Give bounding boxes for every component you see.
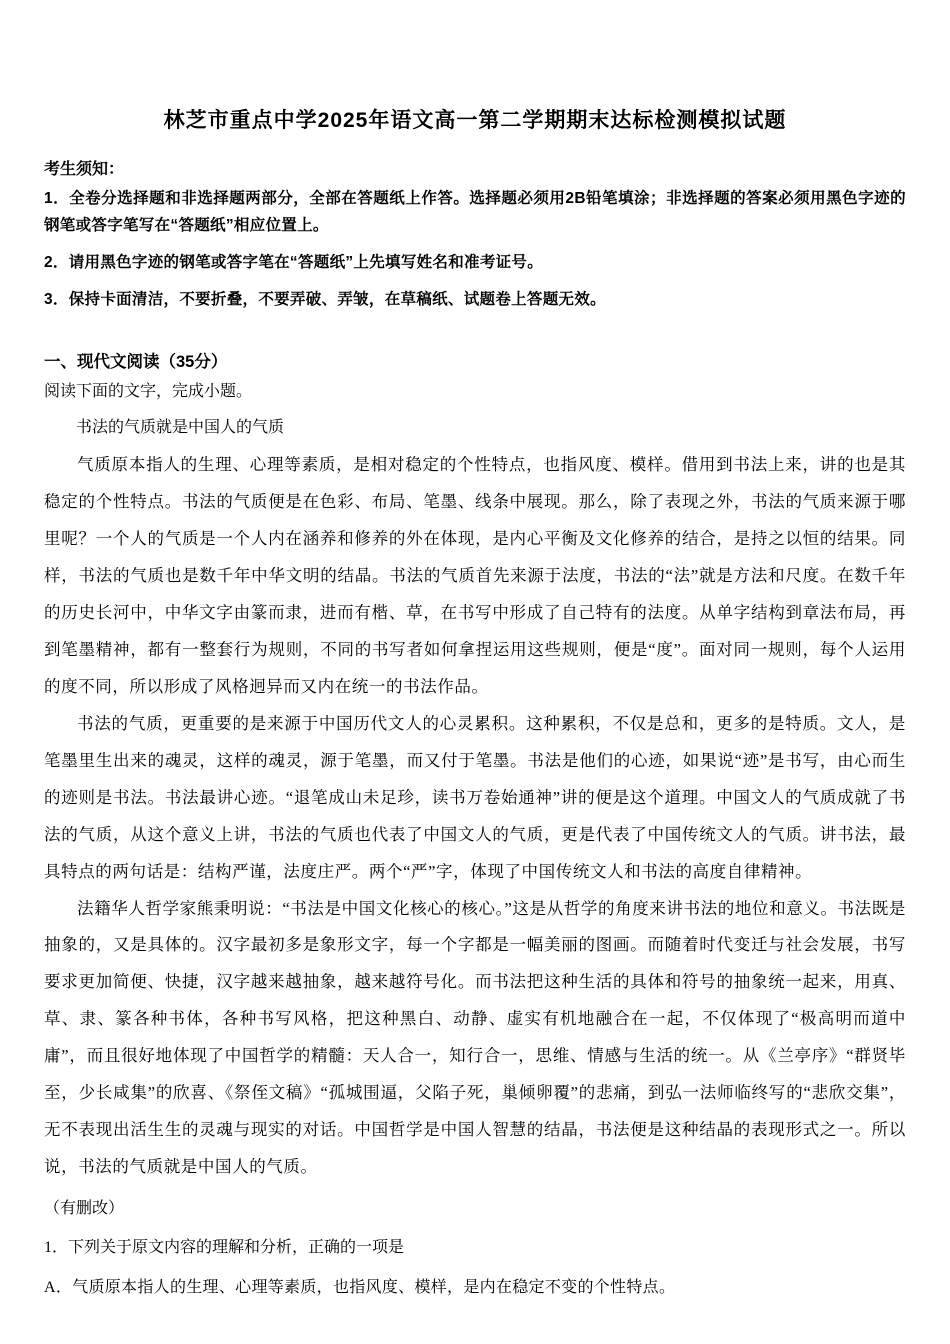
essay-title: 书法的气质就是中国人的气质 [76, 419, 285, 437]
candidate-notice-section [44, 156, 906, 314]
notice-item-3: 3．保持卡面清洁，不要折叠，不要弄破、弄皱，在草稿纸、试题卷上答题无效。 [44, 291, 606, 309]
question-1-option-a: A．气质原本指人的生理、心理等素质，也指风度、模样，是内在稳定不变的个性特点。 [44, 1278, 676, 1296]
exam-title: 林芝市重点中学2025年语文高一第二学期期末达标检测模拟试题 [163, 109, 787, 132]
edit-note: （有删改） [44, 1200, 125, 1218]
modern-reading-section [44, 348, 906, 1304]
essay-paragraph-3: 法籍华人哲学家熊秉明说：“书法是中国文化核心的核心。”这是从哲学的角度来讲书法的地位和意义。书法既是抽象的，又是具体的。汉字最初多是象形文字，每一个字都是一幅美丽的图画。而随着时代变迁与社会发展，书写要求更加简便、快捷，汉字越来越抽象，越来越符号化。而书法把这种生活的具体和符号的抽象统一起来，用真、草、隶、篆各种书体，各种书写风格，把这种黑白、动静、虚实有机地融合在一起，不仅体现了“极高明而道中庸”，而且很好地体现了中国哲学的精髓：天人合一，知行合一，思维、情感与生活的统一。从《兰亭序》“群贤毕至，少长咸集”的欣喜、《祭侄文稿》“孤城围逼，父陷子死，巢倾卵覆”的悲痛，到弘一法师临终写的“悲欣交集”，无不表现出活生生的灵魂与现实的对话。中国哲学是中国人智慧的结晶，书法便是这种结晶的表现形式之一。所以说，书法的气质就是中国人的气质。 [44, 898, 906, 1177]
notice-item-1: 1．全卷分选择题和非选择题两部分，全部在答题纸上作答。选择题必须用2B铅笔填涂；非选择题的答案必须用黑色字迹的钢笔或答字笔写在“答题纸”相应位置上。 [44, 190, 906, 235]
essay-paragraph-2: 书法的气质，更重要的是来源于中国历代文人的心灵累积。这种累积，不仅是总和，更多的是特质。文人，是笔墨里生出来的魂灵，这样的魂灵，源于笔墨，而又付于笔墨。书法是他们的心迹，如果说“迹”是书写，由心而生的迹则是书法。书法最讲心迹。“退笔成山未足珍，读书万卷始通神”讲的便是这个道理。中国文人的气质成就了书法的气质，从这个意义上讲，书法的气质也代表了中国文人的气质，更是代表了中国传统文人的气质。讲书法，最具特点的两句话是：结构严谨，法度庄严。两个“严”字，体现了中国传统文人和书法的高度自律精神。 [44, 713, 906, 881]
section-intro: 阅读下面的文字，完成小题。 [44, 382, 253, 400]
notice-heading: 考生须知： [44, 161, 125, 178]
section-heading: 一、现代文阅读（35分） [44, 352, 228, 371]
notice-item-2: 2．请用黑色字迹的钢笔或答字笔在“答题纸”上先填写姓名和准考证号。 [44, 254, 544, 272]
question-1: 1．下列关于原文内容的理解和分析，正确的一项是 [44, 1238, 405, 1256]
essay-paragraph-1: 气质原本指人的生理、心理等素质，是相对稳定的个性特点，也指风度、模样。借用到书法上来，讲的也是其稳定的个性特点。书法的气质便是在色彩、布局、笔墨、线条中展现。那么，除了表现之外，书法的气质来源于哪里呢？一个人的气质是一个人内在涵养和修养的外在体现，是内心平衡及文化修养的结合，是持之以恒的结果。同样，书法的气质也是数千年中华文明的结晶。书法的气质首先来源于法度，书法的“法”就是方法和尺度。在数千年的历史长河中，中华文字由篆而隶，进而有楷、草，在书写中形成了自己特有的法度。从单字结构到章法布局，再到笔墨精神，都有一整套行为规则，不同的书写者如何拿捏运用这些规则，便是“度”。面对同一规则，每个人运用的度不同，所以形成了风格迥异而又内在统一的书法作品。 [44, 455, 906, 696]
